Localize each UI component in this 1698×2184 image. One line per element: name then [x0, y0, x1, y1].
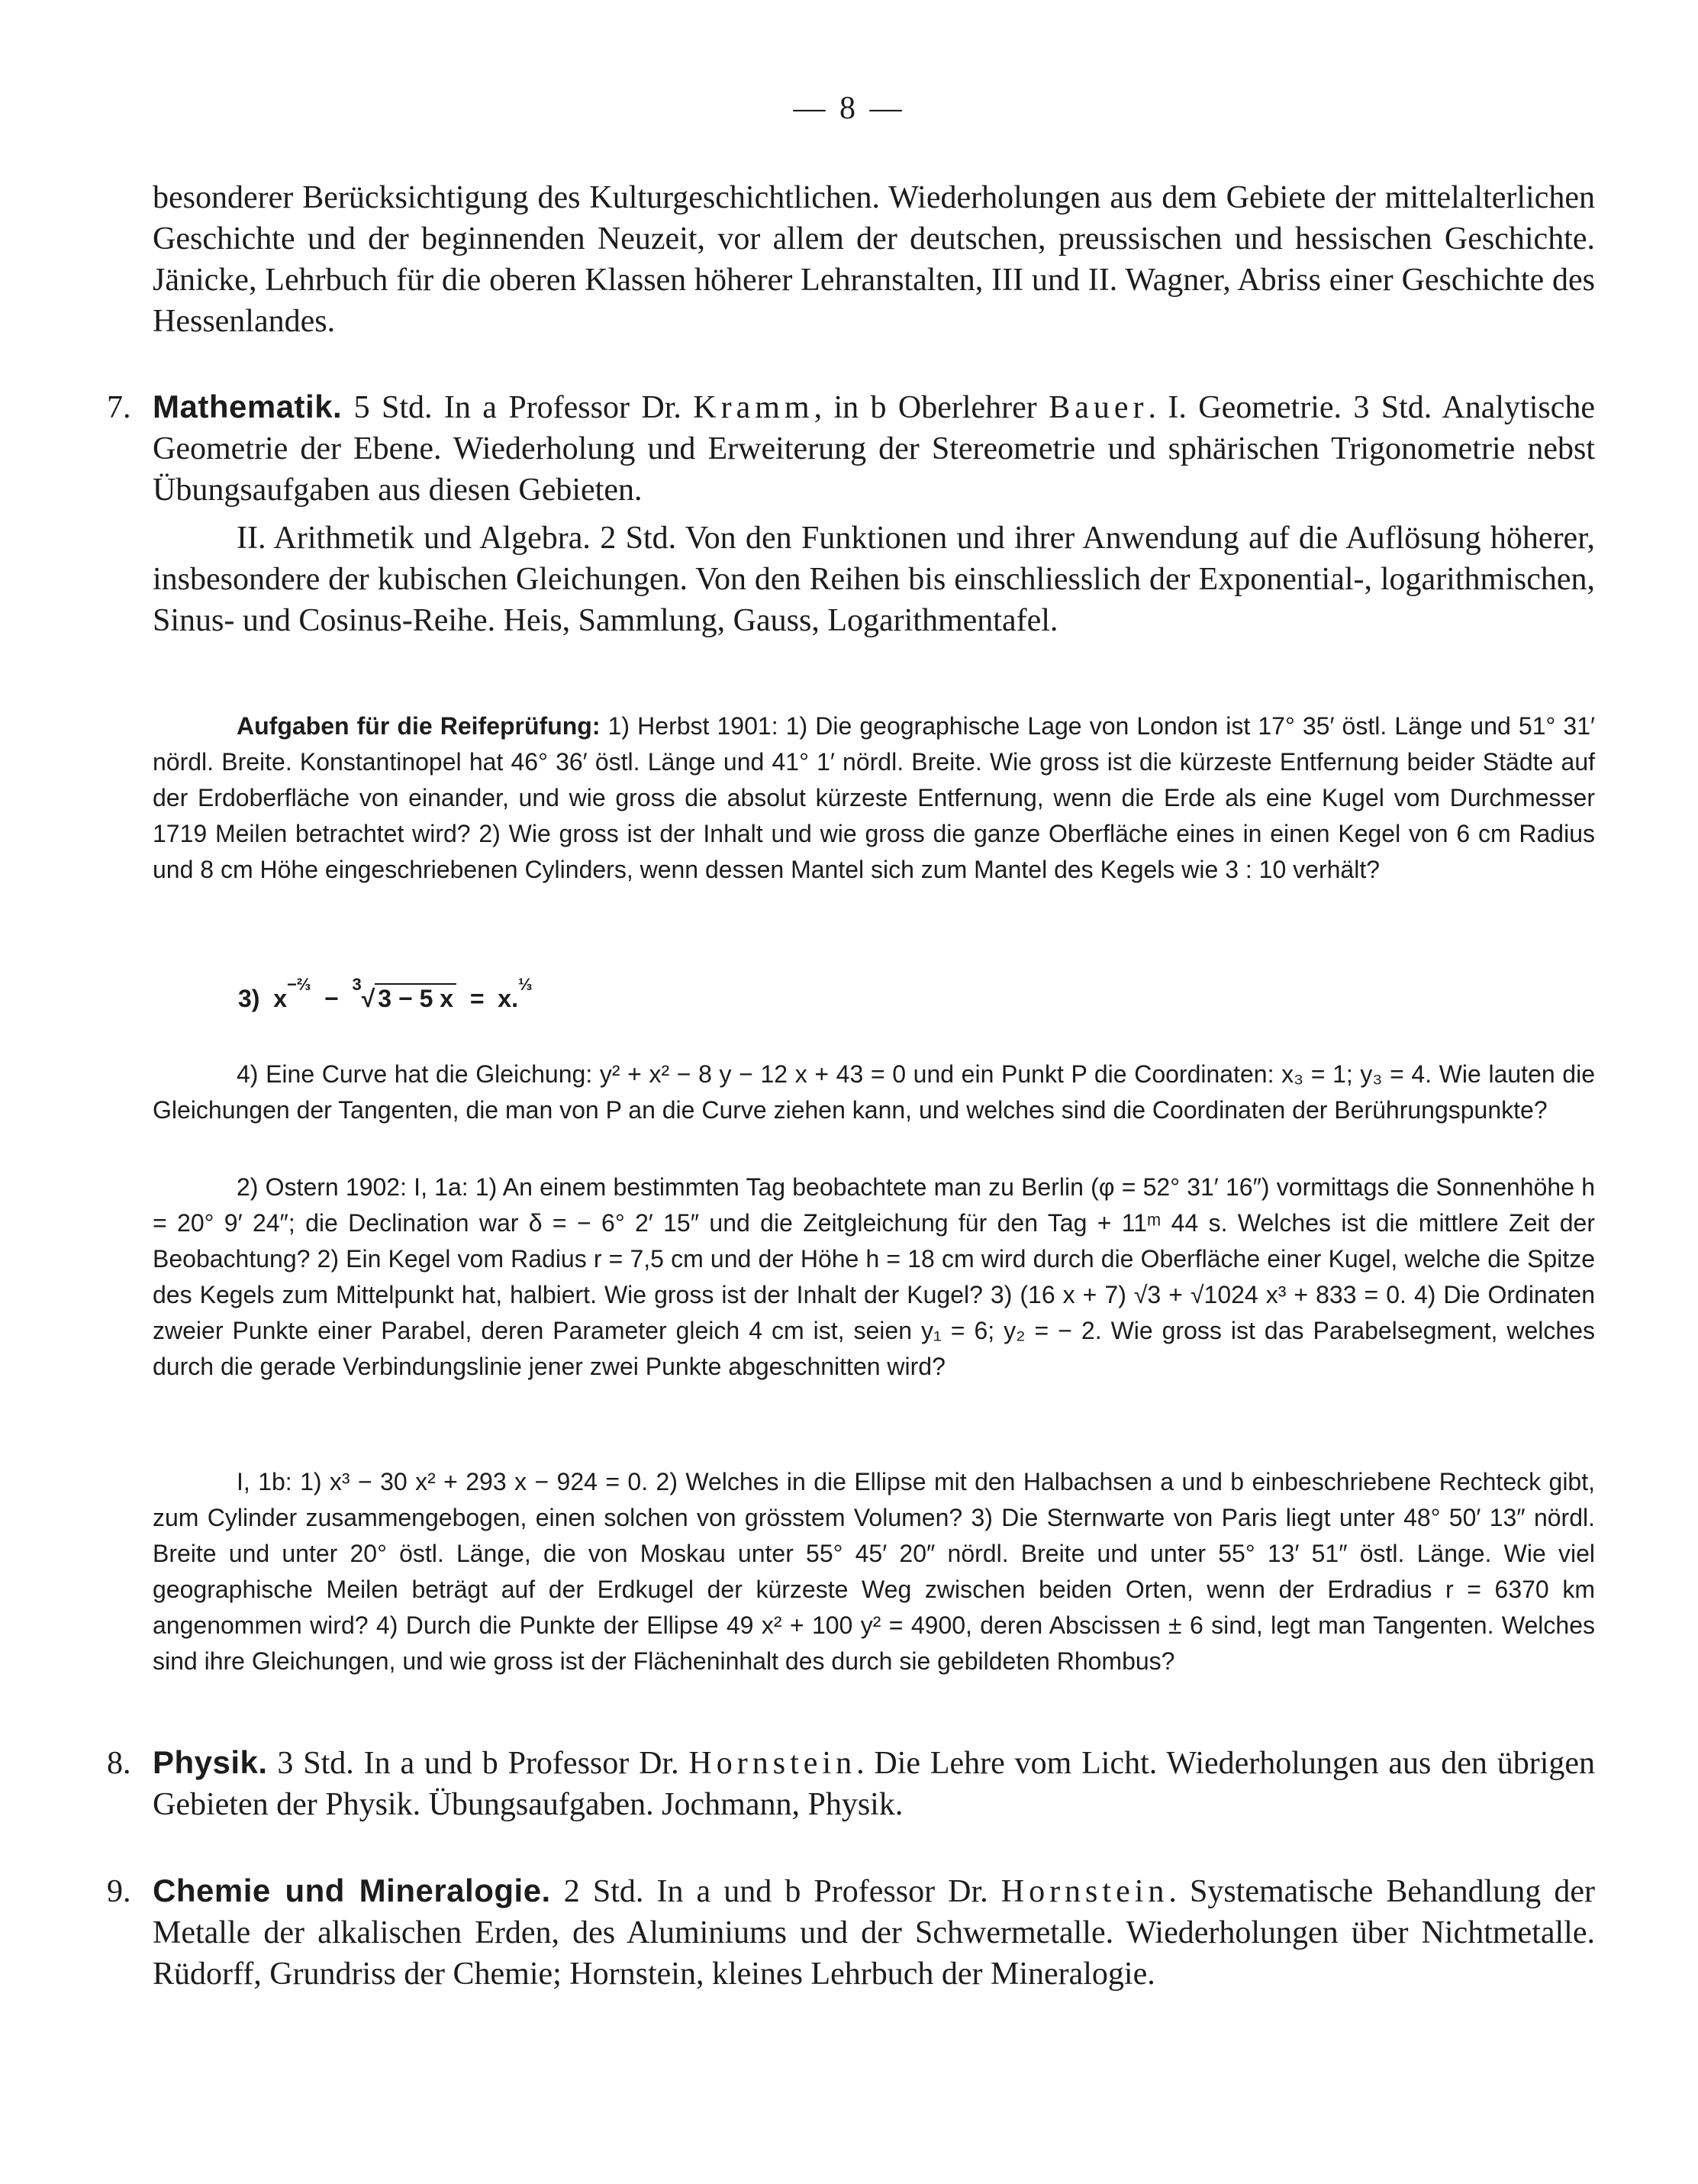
aufgaben-herbst — [153, 708, 1595, 888]
section-number: 7. — [107, 390, 131, 425]
intro-paragraph: besonderer Berücksichtigung des Kulturgeschichtlichen. Wiederholungen aus dem Gebiete der mittelalterlichen Geschichte und der beginnenden Neuzeit, vor allem der deutschen, preussischen und hessischen Geschichte. Jänicke, Lehrbuch für die oberen Klassen höherer Lehranstalten, III und II. Wagner, Abriss einer Geschichte des Hessenlandes. — [153, 180, 1595, 339]
equation-3 — [238, 975, 533, 1031]
equation-exponent: ⅓ — [517, 975, 533, 994]
section-number: 9. — [107, 1874, 131, 1909]
section-text: 3 Std. In a und b Professor Dr. — [267, 1746, 689, 1781]
section-text: 2 Std. In a und b Professor Dr. — [550, 1874, 1001, 1909]
equation-operator: = — [469, 985, 485, 1012]
teacher-name: Kramm — [693, 390, 814, 425]
radical-sign-icon: √ — [361, 985, 375, 1012]
section-text: . Die Lehre vom Licht. Wiederholungen aus den übrigen Gebieten der Physik. Übungsaufgaben. Jochmann, Physik. — [153, 1746, 1595, 1822]
section-physik — [107, 1742, 1595, 1825]
section-text: 5 Std. In a Professor Dr. — [342, 390, 694, 425]
section-title: Chemie und Mineralogie. — [153, 1873, 551, 1908]
equation-exponent: −⅔ — [287, 975, 311, 994]
section-title: Physik. — [153, 1744, 268, 1780]
aufgaben-item-4: 4) Eine Curve hat die Gleichung: y² + x² − 8 y − 12 x + 43 = 0 und ein Punkt P die Coordinaten: x₃ = 1; y₃ = 4. Wie lauten die Gleichungen der Tangenten, die man von P an die Curve ziehen kann, und welches sind die Coordinaten der Berührungspunkte? — [153, 1060, 1595, 1124]
equation-label: 3) — [238, 985, 260, 1012]
equation-term: x. — [498, 985, 518, 1012]
aufgaben-ib: I, 1b: 1) x³ − 30 x² + 293 x − 924 = 0. 2) Welches in die Ellipse mit den Halbachsen a und b einbeschriebene Rechteck gibt, zum Cylinder zusammengebogen, einen solchen von grösstem Volumen? 3) Die Sternwarte von Paris liegt unter 48° 50′ 13″ nördl. Breite und unter 20° östl. Länge, die von Moskau unter 55° 45′ 20″ nördl. Breite und unter 55° 13′ 51″ östl. Länge. Wie viel geographische Meilen beträgt auf der Erdkugel der kürzeste Weg zwischen beiden Orten, wenn der Erdradius r = 6370 km angenommen wird? 4) Durch die Punkte der Ellipse 49 x² + 100 y² = 4900, deren Abscissen ± 6 sind, legt man Tangenten. Welches sind ihre Gleichungen, und wie gross ist der Flächeninhalt des durch sie gebildeten Rhombus? — [153, 1468, 1595, 1675]
page-number: — 8 — — [793, 91, 905, 126]
mathematik-part-2: II. Arithmetik und Algebra. 2 Std. Von den Funktionen und ihrer Anwendung auf die Auflösung höherer, insbesondere der kubischen Gleichungen. Von den Reihen bis einschliesslich der Exponential-, logarithmischen, Sinus- und Cosinus-Reihe. Heis, Sammlung, Gauss, Logarithmentafel. — [153, 521, 1595, 638]
section-text: , in b Oberlehrer — [814, 390, 1049, 425]
aufgaben-text: 1) Herbst 1901: 1) Die geographische Lage von London ist 17° 35′ östl. Länge und 51° 31′ nördl. Breite. Konstantinopel hat 46° 36′ östl. Länge und 41° 1′ nördl. Breite. Wie gross ist die kürzeste Entfernung beider Städte auf der Erdoberfläche von einander, und wie gross die absolut kürzeste Entfernung, wenn die Erde als eine Kugel vom Durchmesser 1719 Meilen betrachtet wird? 2) Wie gross ist der Inhalt und wie gross die ganze Oberfläche eines in einen Kegel von 6 cm Radius und 8 cm Höhe eingeschriebenen Cylinders, wenn dessen Mantel sich zum Mantel des Kegels wie 3 : 10 verhält? — [153, 712, 1596, 883]
teacher-name: Hornstein — [688, 1746, 857, 1781]
section-mathematik — [107, 386, 1595, 511]
root-index: 3 — [352, 975, 362, 994]
equation-term: x — [273, 985, 288, 1012]
equation-operator: − — [324, 985, 339, 1012]
aufgaben-heading: Aufgaben für die Reifeprüfung: — [237, 712, 601, 740]
teacher-name: Hornstein — [1000, 1874, 1169, 1909]
section-number: 8. — [107, 1746, 131, 1781]
section-title: Mathematik. — [153, 389, 343, 424]
section-text: . I. Geometrie. 3 Std. Analytische Geometrie der Ebene. Wiederholung und Erweiterung der Stereometrie und sphärischen Trigonometrie nebst Übungsaufgaben aus diesen Gebieten. — [153, 390, 1595, 508]
equation-radicand: 3 − 5 x — [375, 983, 456, 1012]
section-text: . Systematische Behandlung der Metalle der alkalischen Erden, des Aluminiums und der Schwermetalle. Wiederholungen über Nichtmetalle. Rüdorff, Grundriss der Chemie; Hornstein, kleines Lehrbuch der Mineralogie. — [153, 1874, 1596, 1992]
teacher-name: Bauer — [1049, 390, 1149, 425]
aufgaben-ostern: 2) Ostern 1902: I, 1a: 1) An einem bestimmten Tag beobachtete man zu Berlin (φ = 52° 31′ 16″) vormittags die Sonnenhöhe h = 20° 9′ 24″; die Declination war δ = − 6° 2′ 15″ und die Zeitgleichung für den Tag + 11ᵐ 44 s. Welches ist die mittlere Zeit der Beobachtung? 2) Ein Kegel vom Radius r = 7,5 cm und der Höhe h = 18 cm wird durch die Oberfläche einer Kugel, welche die Spitze des Kegels zum Mittelpunkt hat, halbiert. Wie gross ist der Inhalt der Kugel? 3) (16 x + 7) √3 + √1024 x³ + 833 = 0. 4) Die Ordinaten zweier Punkte einer Parabel, deren Parameter gleich 4 cm ist, seien y₁ = 6; y₂ = − 2. Wie gross ist das Parabelsegment, welches durch die gerade Verbindungslinie jener zwei Punkte abgeschnitten wird? — [153, 1173, 1596, 1380]
section-chemie — [107, 1870, 1595, 1995]
